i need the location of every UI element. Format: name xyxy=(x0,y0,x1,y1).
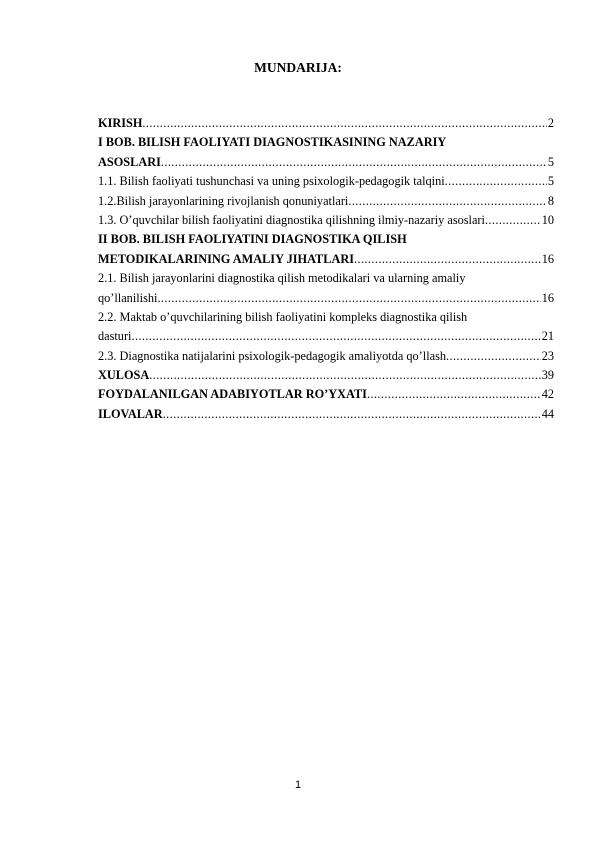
toc-entry-title: dasturi xyxy=(98,329,132,344)
toc-entry-title: qo’llanilishi xyxy=(98,290,158,305)
page-number: 1 xyxy=(294,779,302,791)
toc-page-number: 5 xyxy=(547,154,554,169)
toc-entry-title: KIRISH xyxy=(98,116,143,130)
dot-leader xyxy=(446,347,541,366)
toc-page-number: 44 xyxy=(541,406,554,421)
toc-entry-2-2[interactable] xyxy=(98,327,554,346)
toc-entry-xulosa[interactable] xyxy=(98,366,554,385)
toc-page-number: 42 xyxy=(541,387,554,402)
toc-page-number: 23 xyxy=(541,348,554,363)
dot-leader xyxy=(485,211,541,230)
toc-chapter-1-heading[interactable]: I BOB. BILISH FAOLIYATI DIAGNOSTIKASINING NAZARIY xyxy=(98,135,447,150)
toc-entry-1-2[interactable] xyxy=(98,192,554,211)
toc-entry-title: ASOSLARI xyxy=(98,154,161,169)
toc-entry-title: ILOVALAR xyxy=(98,406,163,421)
toc-entry-title: 1.2.Bilish jarayonlarining rivojlanish qonuniyatlari xyxy=(98,193,349,208)
page-title: MUNDARIJA: xyxy=(254,60,342,75)
toc-entry-1-1[interactable] xyxy=(98,172,554,191)
toc-page-number: 39 xyxy=(541,368,554,383)
toc-entry-title: XULOSA xyxy=(98,368,150,383)
toc-chapter-2-heading[interactable]: II BOB. BILISH FAOLIYATINI DIAGNOSTIKA QILISH xyxy=(98,232,407,247)
dot-leader xyxy=(161,153,547,172)
dot-leader xyxy=(367,385,541,404)
toc-entry-title: 2.3. Diagnostika natijalarini psixologik-pedagogik amaliyotda qo’llash xyxy=(98,348,446,363)
toc-entry-2-3[interactable] xyxy=(98,347,554,366)
toc-page-number: 2 xyxy=(547,116,554,130)
dot-leader xyxy=(157,289,540,308)
toc-page-number: 5 xyxy=(547,174,554,189)
toc-entry-title: 1.1. Bilish faoliyati tushunchasi va uning psixologik-pedagogik talqini xyxy=(98,174,445,189)
toc-entry-2-1-heading[interactable]: 2.1. Bilish jarayonlarini diagnostika qilish metodikalari va ularning amaliy xyxy=(98,271,466,286)
toc-entry-kirish[interactable] xyxy=(98,114,554,133)
toc-page-number: 16 xyxy=(541,290,554,305)
toc-entry-1-3[interactable] xyxy=(98,211,554,230)
toc-entry-ilovalar[interactable] xyxy=(98,405,554,424)
toc-entry-adabiyotlar[interactable] xyxy=(98,385,554,404)
toc-entry-title: METODIKALARINING AMALIY JIHATLARI xyxy=(98,251,354,266)
dot-leader xyxy=(149,366,540,385)
toc-page-number: 10 xyxy=(541,212,554,227)
toc-entry-title: FOYDALANILGAN ADABIYOTLAR RO’YXATI xyxy=(98,387,367,402)
toc-page-number: 16 xyxy=(541,251,554,266)
table-of-contents xyxy=(98,114,554,424)
dot-leader xyxy=(354,250,541,269)
toc-entry-chapter-1[interactable] xyxy=(98,153,554,172)
toc-page-number: 8 xyxy=(547,193,554,208)
toc-entry-2-1[interactable] xyxy=(98,289,554,308)
dot-leader xyxy=(445,172,547,191)
dot-leader xyxy=(131,327,540,346)
dot-leader xyxy=(163,405,541,424)
dot-leader xyxy=(348,192,547,211)
toc-entry-title: 1.3. O’quvchilar bilish faoliyatini diagnostika qilishning ilmiy-nazariy asoslari xyxy=(98,212,485,227)
toc-entry-chapter-2[interactable] xyxy=(98,250,554,269)
toc-entry-2-2-heading[interactable]: 2.2. Maktab o’quvchilarining bilish faoliyatini kompleks diagnostika qilish xyxy=(98,309,468,324)
dot-leader xyxy=(142,114,546,133)
toc-page-number: 21 xyxy=(541,329,554,344)
